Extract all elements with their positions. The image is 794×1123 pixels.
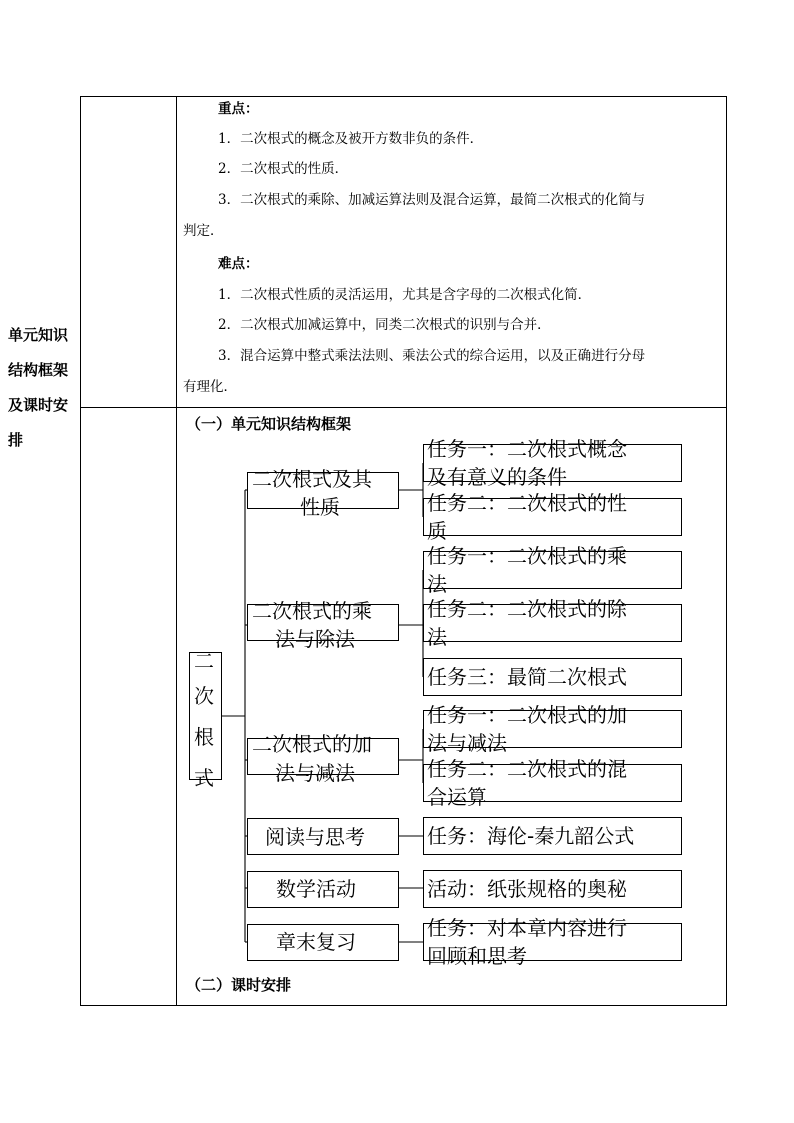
task-node-label: 任务二：二次根式的性 [427, 491, 627, 515]
root-char: 二 [194, 649, 214, 673]
difficult-point-3: 3．混合运算中整式乘法法则、乘法公式的综合运用，以及正确进行分母 [218, 348, 646, 364]
task-node-label: 任务一：二次根式的乘 [427, 544, 627, 568]
group-node-label: 二次根式的乘 [252, 599, 372, 623]
key-point-1: 1．二次根式的概念及被开方数非负的条件． [218, 131, 484, 147]
row-label-line: 排 [8, 431, 24, 449]
group-node-label: 阅读与思考 [265, 825, 365, 849]
task-node-label: 活动：纸张规格的奥秘 [427, 877, 627, 901]
group-node-label: 二次根式及其 [252, 467, 372, 491]
task-node-label: 及有意义的条件 [427, 465, 567, 489]
difficult-point-1: 1．二次根式性质的灵活运用，尤其是含字母的二次根式化简． [218, 287, 592, 303]
group-node-label: 性质 [300, 495, 340, 519]
section-structure-title: （一）单元知识结构框架 [186, 415, 352, 433]
key-point-3-cont: 判定． [183, 223, 224, 239]
group-node-label: 法与减法 [275, 761, 355, 785]
key-points-heading: 重点： [218, 101, 259, 117]
row-label-line: 结构框架 [8, 361, 69, 379]
difficult-point-2: 2．二次根式加减运算中，同类二次根式的识别与合并． [218, 317, 551, 333]
row-label-line: 及课时安 [8, 396, 69, 414]
group-node-label: 章末复习 [276, 930, 356, 954]
root-char: 次 [194, 684, 214, 708]
task-node-label: 任务二：二次根式的除 [427, 597, 627, 621]
task-node-label: 法 [427, 572, 447, 596]
group-node-label: 数学活动 [276, 877, 356, 901]
task-node-label: 任务：对本章内容进行 [427, 916, 627, 940]
section-schedule-title: （二）课时安排 [186, 976, 292, 994]
task-node-label: 任务一：二次根式的加 [427, 703, 627, 727]
task-node-label: 任务：海伦-秦九韶公式 [427, 824, 635, 848]
task-node-label: 任务一：二次根式概念 [427, 437, 627, 461]
row-label-line: 单元知识 [8, 326, 69, 344]
task-node-label: 法 [427, 625, 447, 649]
root-char: 根 [194, 725, 214, 749]
key-point-3: 3．二次根式的乘除、加减运算法则及混合运算，最简二次根式的化简与 [218, 192, 646, 208]
task-node-label: 合运算 [427, 785, 487, 809]
difficult-point-3-cont: 有理化． [183, 379, 237, 395]
task-node-label: 任务三：最简二次根式 [427, 665, 627, 689]
task-node-label: 任务二：二次根式的混 [427, 757, 627, 781]
task-node-label: 回顾和思考 [427, 944, 527, 968]
task-node-label: 法与减法 [427, 731, 507, 755]
group-node-label: 法与除法 [275, 627, 355, 651]
difficult-points-heading: 难点： [218, 256, 259, 272]
key-point-2: 2．二次根式的性质． [218, 161, 349, 177]
group-node-label: 二次根式的加 [252, 732, 372, 756]
task-node-label: 质 [427, 519, 447, 543]
root-char: 式 [194, 766, 214, 790]
